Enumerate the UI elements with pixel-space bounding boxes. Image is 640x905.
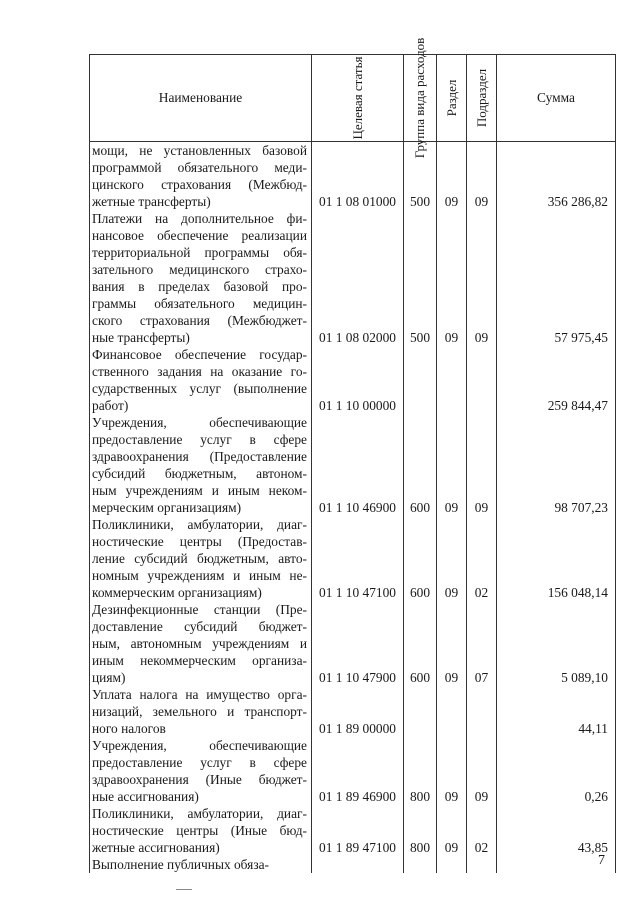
row-code: 01 1 10 00000 (312, 346, 404, 414)
row-code: 01 1 10 47100 (312, 516, 404, 601)
row-name-line: ным учреждениям и иным неком- (92, 483, 307, 498)
row-name (90, 346, 312, 414)
row-subsection: 02 (467, 516, 497, 601)
row-name (90, 516, 312, 601)
row-section: 09 (437, 805, 467, 856)
row-group: 500 (404, 210, 437, 346)
row-name-line: жетные ассигнования) (92, 840, 220, 855)
row-group: 500 (404, 142, 437, 211)
row-code: 01 1 08 01000 (312, 142, 404, 211)
row-name (90, 856, 312, 873)
row-name-line: предоставление услуг в сфере (92, 432, 307, 447)
row-name-line: Поликлиники, амбулатории, диаг- (92, 806, 307, 821)
table-row (90, 686, 616, 737)
row-subsection (467, 686, 497, 737)
row-name-line: номным учреждениям и иным не- (92, 568, 307, 583)
table-row (90, 737, 616, 805)
row-name-line: циям) (92, 670, 126, 685)
budget-table (89, 37, 616, 873)
row-subsection: 09 (467, 210, 497, 346)
row-group: 800 (404, 805, 437, 856)
row-code: 01 1 10 46900 (312, 414, 404, 516)
row-name-line: низаций, земельного и транспорт- (92, 704, 307, 719)
row-name-line: жетные трансферты) (92, 194, 211, 209)
table-row (90, 210, 616, 346)
table-row (90, 142, 616, 211)
row-name-line: Платежи на дополнительное фи- (92, 211, 307, 226)
row-name-line: ностические центры (Предостав- (92, 534, 307, 549)
row-name (90, 601, 312, 686)
row-name-line: ление субсидий бюджетным, авто- (92, 551, 307, 566)
row-name (90, 686, 312, 737)
header-code (312, 55, 404, 142)
row-section: 09 (437, 601, 467, 686)
row-name-line: граммы обязательного медицин- (92, 296, 307, 311)
row-name-line: территориальной программы обя- (92, 245, 307, 260)
row-group: 600 (404, 601, 437, 686)
row-subsection: 02 (467, 805, 497, 856)
row-subsection: 09 (467, 142, 497, 211)
row-subsection: 07 (467, 601, 497, 686)
row-name-line: вания в пределах базовой про- (92, 279, 307, 294)
row-section (437, 856, 467, 873)
row-sum: 98 707,23 (497, 414, 616, 516)
row-name-line: ского страхования (Межбюджет- (92, 313, 307, 328)
header-subsection-text (475, 69, 489, 127)
row-section: 09 (437, 737, 467, 805)
table-row (90, 516, 616, 601)
row-section: 09 (437, 142, 467, 211)
table-row (90, 346, 616, 414)
row-name-line: Учреждения, обеспечивающие (92, 415, 307, 430)
row-section: 09 (437, 210, 467, 346)
row-name-line: ные ассигнования) (92, 789, 199, 804)
header-subsection (467, 55, 497, 142)
header-group (404, 37, 437, 159)
page-number: 7 (598, 853, 605, 868)
row-name-line: коммерческим организациям) (92, 585, 262, 600)
row-name-line: ным, автономным учреждениям и (92, 636, 307, 651)
header-code-text (351, 56, 365, 139)
table-body (90, 142, 616, 874)
row-name (90, 414, 312, 516)
row-name (90, 210, 312, 346)
row-name-line: Уплата налога на имущество орга- (92, 687, 307, 702)
header-section-label: Раздел (443, 79, 459, 117)
row-code: 01 1 08 02000 (312, 210, 404, 346)
row-name-line: ные трансферты) (92, 330, 190, 345)
table-row (90, 414, 616, 516)
row-name-line: нансовое обеспечение реализации (92, 228, 307, 243)
row-name-line: здравоохранения (Предоставление (92, 449, 307, 464)
row-name-line: доставление субсидий бюджет- (92, 619, 307, 634)
row-subsection (467, 856, 497, 873)
table-row (90, 601, 616, 686)
row-name (90, 805, 312, 856)
row-section: 09 (437, 516, 467, 601)
table-row (90, 805, 616, 856)
row-sum: 156 048,14 (497, 516, 616, 601)
table-row (90, 856, 616, 873)
header-section-text (445, 80, 459, 117)
row-group (404, 686, 437, 737)
row-code (312, 856, 404, 873)
row-name-line: Выполнение публичных обяза- (92, 857, 270, 872)
row-group: 800 (404, 737, 437, 805)
row-name-line: сударственных услуг (выполнение (92, 381, 307, 396)
row-subsection: 09 (467, 414, 497, 516)
row-name-line: работ) (92, 398, 129, 413)
header-name: Наименование (90, 55, 312, 142)
header-subsection-label: Подраздел (473, 68, 489, 128)
row-name-line: здравоохранения (Иные бюджет- (92, 772, 307, 787)
row-name-line: ностические центры (Иные бюд- (92, 823, 307, 838)
row-name (90, 142, 312, 211)
row-subsection: 09 (467, 737, 497, 805)
row-group (404, 346, 437, 414)
header-section (437, 55, 467, 142)
row-name-line: Дезинфекционные станции (Пре- (92, 602, 307, 617)
row-name-line: цинского страхования (Межбюд- (92, 177, 307, 192)
row-sum: 0,26 (497, 737, 616, 805)
row-name-line: Поликлиники, амбулатории, диаг- (92, 517, 307, 532)
footer-mark (176, 889, 192, 890)
row-group (404, 856, 437, 873)
row-sum: 5 089,10 (497, 601, 616, 686)
row-name-line: иным некоммерческим организа- (92, 653, 307, 668)
row-subsection (467, 346, 497, 414)
header-code-label: Целевая статья (349, 56, 365, 140)
row-sum: 43,85 (497, 805, 616, 856)
row-name-line: ного налогов (92, 721, 166, 736)
row-section: 09 (437, 414, 467, 516)
row-group: 600 (404, 516, 437, 601)
row-sum: 259 844,47 (497, 346, 616, 414)
row-code: 01 1 89 46900 (312, 737, 404, 805)
row-name-line: зательного медицинского страхо- (92, 262, 307, 277)
row-section (437, 686, 467, 737)
row-group: 600 (404, 414, 437, 516)
row-name-line: мощи, не установленных базовой (92, 143, 307, 158)
row-sum: 57 975,45 (497, 210, 616, 346)
row-name-line: субсидий бюджетным, автоном- (92, 466, 307, 481)
row-section (437, 346, 467, 414)
row-code: 01 1 89 00000 (312, 686, 404, 737)
row-name-line: программой обязательного меди- (92, 160, 307, 175)
row-sum: 356 286,82 (497, 142, 616, 211)
row-sum: 44,11 (497, 686, 616, 737)
row-name-line: Учреждения, обеспечивающие (92, 738, 307, 753)
table-header-row (90, 55, 616, 142)
header-group-text (413, 38, 427, 158)
row-code: 01 1 10 47900 (312, 601, 404, 686)
row-code: 01 1 89 47100 (312, 805, 404, 856)
row-name-line: Финансовое обеспечение государ- (92, 347, 307, 362)
row-name-line: ственного задания на оказание го- (92, 364, 307, 379)
row-name-line: предоставление услуг в сфере (92, 755, 307, 770)
row-name (90, 737, 312, 805)
header-group-label: Группа вида расходов (412, 37, 428, 159)
header-sum: Сумма (497, 55, 616, 142)
row-name-line: мерческим организациям) (92, 500, 242, 515)
